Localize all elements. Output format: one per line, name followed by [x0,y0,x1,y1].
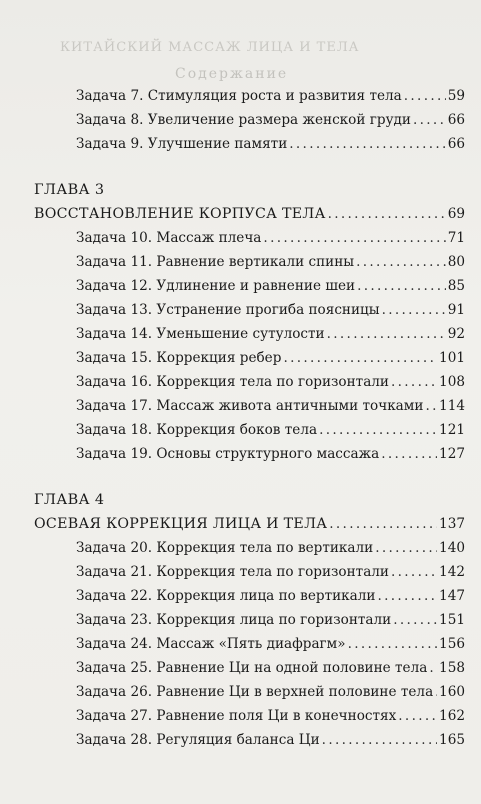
toc-entry-page: 114 [439,398,465,414]
leader-dots [429,656,437,680]
toc-entry [34,370,465,394]
leader-dots [382,298,446,322]
toc-entry-label: Задача 27. Равнение поля Ци в конечностях [76,708,397,724]
toc-entry-page: 66 [447,112,465,128]
chapter-page: 69 [447,206,465,222]
leader-dots [381,442,437,466]
toc-entry [34,632,465,656]
toc-entry-label: Задача 10. Массаж плеча [76,230,262,246]
leader-dots [391,370,437,394]
leader-dots [322,728,437,752]
toc-entry-page: 142 [439,564,465,580]
leader-dots [377,584,437,608]
bleed-through-title: Содержание [175,66,289,82]
toc-entry-page: 165 [439,732,465,748]
toc-entry-page: 156 [439,636,465,652]
leader-dots [393,608,437,632]
leader-dots [375,536,437,560]
toc-entry-label: Задача 8. Увеличение размера женской груди [76,112,411,128]
toc-entry-page: 59 [447,88,465,104]
toc-entry-page: 160 [439,684,465,700]
toc-entry [34,346,465,370]
toc-entry [34,298,465,322]
toc-entry-label: Задача 22. Коррекция лица по вертикали [76,588,376,604]
chapter-page: 137 [439,516,465,532]
toc-entry [34,560,465,584]
toc-entry-page: 158 [439,660,465,676]
toc-entry-label: Задача 24. Массаж «Пять диафрагм» [76,636,346,652]
toc-entry [34,108,465,132]
leader-dots [404,84,446,108]
leader-dots [263,226,445,250]
toc-entry-label: Задача 11. Равнение вертикали спины [76,254,355,270]
toc-entry-label: Задача 13. Устранение прогиба поясницы [76,302,380,318]
toc-entry-label: Задача 18. Коррекция боков тела [76,422,318,438]
toc-entry-label: Задача 16. Коррекция тела по горизонтали [76,374,389,390]
leader-dots [357,274,446,298]
toc-entry-label: Задача 21. Коррекция тела по горизонтали [76,564,389,580]
chapter-title-entry [34,202,465,226]
toc-entry [34,704,465,728]
leader-dots [319,418,437,442]
toc-entry-label: Задача 12. Удлинение и равнение шеи [76,278,356,294]
toc-entry-page: 85 [447,278,465,294]
toc-entry-page: 80 [447,254,465,270]
toc-entry-label: Задача 23. Коррекция лица по горизонтали [76,612,392,628]
leader-dots [413,108,446,132]
chapter-title-entry [34,512,465,536]
toc-entry-page: 91 [447,302,465,318]
toc-entry-label: Задача 20. Коррекция тела по вертикали [76,540,374,556]
toc-entry-page: 121 [439,422,465,438]
toc-entry [34,584,465,608]
toc-entry-page: 151 [439,612,465,628]
chapter-title: ОСЕВАЯ КОРРЕКЦИЯ ЛИЦА И ТЕЛА [34,516,328,532]
leader-dots [356,250,446,274]
toc-entry [34,250,465,274]
toc-entry-label: Задача 17. Массаж живота античными точками [76,398,424,414]
toc-entry-label: Задача 28. Регуляция баланса Ци [76,732,320,748]
toc-entry [34,680,465,704]
toc-entry-page: 140 [439,540,465,556]
leader-dots [425,394,437,418]
toc-entry-label: Задача 19. Основы структурного массажа [76,446,380,462]
toc-entry [34,322,465,346]
leader-dots [289,132,445,156]
toc-entry [34,394,465,418]
leader-dots [328,202,446,226]
leader-dots [329,512,437,536]
bleed-through-header: КИТАЙСКИЙ МАССАЖ ЛИЦА И ТЕЛА [60,40,360,55]
toc-entry [34,536,465,560]
toc-entry-label: Задача 26. Равнение Ци в верхней половине тела [76,684,434,700]
toc-entry [34,274,465,298]
leader-dots [398,704,437,728]
toc-entry-page: 71 [447,230,465,246]
toc-entry-page: 101 [439,350,465,366]
toc-entry-page: 162 [439,708,465,724]
toc-entry-label: Задача 9. Улучшение памяти [76,136,288,152]
toc-entry-page: 127 [439,446,465,462]
table-of-contents [34,84,465,752]
toc-entry-label: Задача 14. Уменьшение сутулости [76,326,325,342]
chapter-heading: ГЛАВА 4 [34,492,105,508]
toc-entry-label: Задача 7. Стимуляция роста и развития тела [76,88,402,104]
leader-dots [327,322,446,346]
toc-entry-page: 147 [439,588,465,604]
leader-dots [348,632,437,656]
toc-entry [34,132,465,156]
toc-entry [34,442,465,466]
leader-dots [391,560,437,584]
toc-entry-label: Задача 15. Коррекция ребер [76,350,282,366]
toc-entry-page: 108 [439,374,465,390]
toc-entry [34,728,465,752]
toc-entry [34,656,465,680]
leader-dots [435,680,437,704]
toc-entry-label: Задача 25. Равнение Ци на одной половине тела [76,660,428,676]
toc-entry [34,84,465,108]
leader-dots [283,346,437,370]
toc-entry [34,418,465,442]
toc-entry-page: 92 [447,326,465,342]
toc-entry-page: 66 [447,136,465,152]
toc-entry [34,226,465,250]
chapter-heading: ГЛАВА 3 [34,182,105,198]
toc-entry [34,608,465,632]
chapter-title: ВОССТАНОВЛЕНИЕ КОРПУСА ТЕЛА [34,206,326,222]
